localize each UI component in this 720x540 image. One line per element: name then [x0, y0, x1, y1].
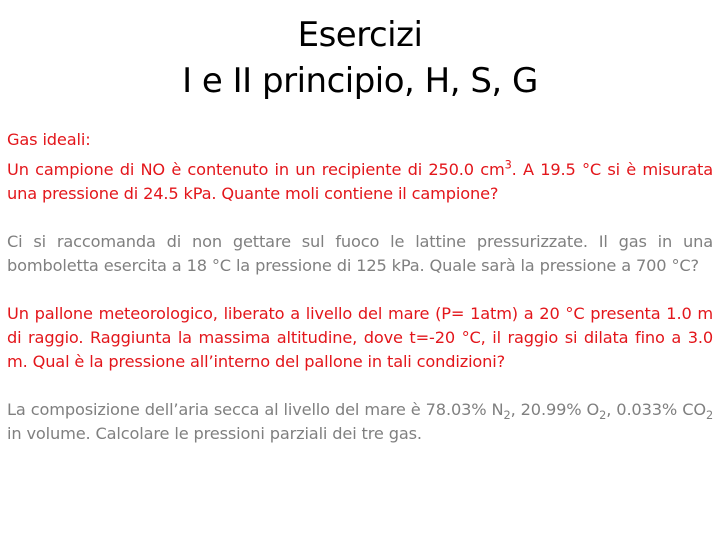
- exercise-1-superscript: 3: [504, 157, 512, 172]
- exercise-4: [7, 398, 713, 446]
- exercise-4-text-b: , 20.99% O: [510, 400, 600, 419]
- exercise-4-text-c: , 0.033% CO: [606, 400, 706, 419]
- slide-title: [0, 12, 720, 104]
- title-line-1: Esercizi: [297, 15, 423, 55]
- exercise-4-text-d: in volume. Calcolare le pressioni parziali dei tre gas.: [7, 424, 422, 443]
- exercise-4-sub-o2: 2: [599, 408, 607, 423]
- title-line-2: I e II principio, H, S, G: [182, 61, 538, 101]
- slide-body: [7, 128, 713, 446]
- exercise-3: Un pallone meteorologico, liberato a livello del mare (P= 1atm) a 20 °C presenta 1.0 m di raggio. Raggiunta la massima altitudine, dove t=-20 °C, il raggio si dilata fino a 3.0 m. Qual è la pressione all’interno del pallone in tali condizioni?: [7, 304, 713, 371]
- exercise-4-sub-n2: 2: [503, 408, 511, 423]
- exercise-2: Ci si raccomanda di non gettare sul fuoco le lattine pressurizzate. Il gas in una bomboletta esercita a 18 °C la pressione di 125 kPa. Quale sarà la pressione a 700 °C?: [7, 232, 713, 275]
- exercise-1-text-b: . A 19.5 °C si è misurata una pressione di 24.5 kPa. Quante moli contiene il campione?: [7, 160, 713, 203]
- exercise-4-text-a: La composizione dell’aria secca al livello del mare è 78.03% N: [7, 400, 504, 419]
- exercise-1: [7, 158, 713, 206]
- exercise-4-sub-co2: 2: [705, 408, 713, 423]
- section-heading: Gas ideali:: [7, 130, 91, 149]
- exercise-1-text-a: Un campione di NO è contenuto in un recipiente di 250.0 cm: [7, 160, 505, 179]
